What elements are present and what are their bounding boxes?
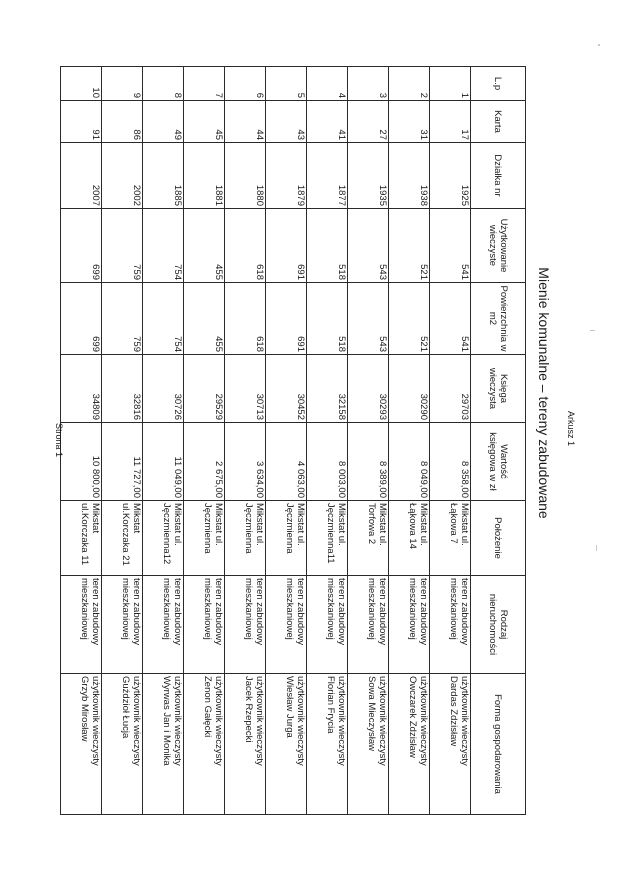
cell-text: 754 bbox=[172, 336, 183, 352]
table-cell bbox=[102, 501, 143, 576]
cell-text: 2 bbox=[418, 92, 429, 98]
cell-text: 4 063,00 bbox=[295, 461, 306, 498]
cell-text: użytkownik wieczysty bbox=[377, 676, 388, 766]
cell-text: ul.Korczaka 21 bbox=[120, 503, 131, 566]
cell-text: 30293 bbox=[377, 393, 388, 420]
table-cell bbox=[184, 674, 225, 815]
cell-text: 1885 bbox=[172, 184, 183, 206]
table-cell bbox=[389, 674, 430, 815]
cell-text: Zenon Gałęcki bbox=[202, 676, 213, 738]
cell-text: 11 049,00 bbox=[172, 456, 183, 498]
cell-text: Mikstat bbox=[131, 503, 142, 534]
table-cell bbox=[61, 209, 102, 283]
cell-text: 10 bbox=[90, 87, 101, 98]
cell-text: teren zabudowy bbox=[172, 578, 183, 646]
table-cell bbox=[266, 674, 307, 815]
cell-text: Mikstat ul. bbox=[459, 503, 470, 546]
table-cell bbox=[307, 674, 348, 815]
table-cell bbox=[102, 101, 143, 143]
table-cell bbox=[61, 101, 102, 143]
table-cell bbox=[348, 209, 389, 283]
page-footer: Strona 1 bbox=[54, 423, 64, 458]
table-cell bbox=[102, 67, 143, 101]
table-header-row bbox=[471, 67, 526, 815]
cell-text: mieszkaniowej bbox=[366, 578, 377, 640]
table-row bbox=[143, 67, 184, 815]
cell-text: 1925 bbox=[459, 184, 470, 206]
cell-text: 41 bbox=[336, 129, 347, 140]
cell-text: 86 bbox=[131, 129, 142, 140]
cell-text: Florian Frycia bbox=[325, 676, 336, 734]
cell-text: użytkownik wieczysty bbox=[254, 676, 265, 766]
scan-mark bbox=[590, 330, 595, 331]
table-row bbox=[102, 67, 143, 815]
cell-text: 759 bbox=[131, 336, 142, 352]
table-cell bbox=[225, 501, 266, 576]
sheet-label: Arkusz 1 bbox=[566, 411, 576, 447]
cell-text: Mikstat bbox=[90, 503, 101, 534]
table-cell bbox=[102, 576, 143, 674]
table-cell bbox=[430, 209, 471, 283]
table-cell bbox=[266, 423, 307, 501]
cell-text: Mikstat ul. bbox=[377, 503, 388, 546]
cell-text: Jacek Rzepecki bbox=[243, 676, 254, 743]
cell-text: 2007 bbox=[90, 184, 101, 206]
table-cell bbox=[225, 674, 266, 815]
table-cell bbox=[184, 101, 225, 143]
cell-text: 30726 bbox=[172, 393, 183, 420]
cell-text: 8 bbox=[172, 92, 183, 98]
table-cell bbox=[184, 67, 225, 101]
cell-text: Łąkowa 7 bbox=[448, 503, 459, 544]
table-cell bbox=[61, 674, 102, 815]
table-cell bbox=[225, 576, 266, 674]
table-cell bbox=[184, 576, 225, 674]
table-cell bbox=[143, 423, 184, 501]
cell-text: Jęczmienna11 bbox=[325, 503, 336, 564]
table-cell bbox=[348, 576, 389, 674]
cell-text: 1 bbox=[459, 92, 470, 98]
cell-text: 3 bbox=[377, 92, 388, 98]
cell-text: 699 bbox=[90, 264, 101, 280]
table-cell bbox=[266, 143, 307, 209]
table-cell bbox=[225, 101, 266, 143]
table-row bbox=[61, 67, 102, 815]
cell-text: mieszkaniowej bbox=[243, 578, 254, 640]
table-cell bbox=[348, 67, 389, 101]
table-cell bbox=[143, 143, 184, 209]
cell-text: 543 bbox=[377, 336, 388, 352]
column-header: Wartość księgowa w zł bbox=[471, 423, 526, 501]
table-cell bbox=[143, 576, 184, 674]
cell-text: 1881 bbox=[213, 184, 224, 206]
table-cell bbox=[61, 355, 102, 423]
table-cell bbox=[307, 101, 348, 143]
cell-text: teren zabudowy bbox=[131, 578, 142, 646]
cell-text: teren zabudowy bbox=[90, 578, 101, 646]
table-cell bbox=[61, 143, 102, 209]
cell-text: 1879 bbox=[295, 184, 306, 206]
cell-text: 10 800,00 bbox=[90, 455, 101, 498]
table-cell bbox=[102, 209, 143, 283]
cell-text: 518 bbox=[336, 264, 347, 280]
cell-text: 5 bbox=[295, 92, 306, 98]
column-header: Powierzchnia w m2 bbox=[471, 283, 526, 355]
table-cell bbox=[307, 355, 348, 423]
table-cell bbox=[430, 283, 471, 355]
cell-text: 3 634,00 bbox=[254, 461, 265, 498]
cell-text: Owczarek Zdzisław bbox=[407, 676, 418, 758]
cell-text: ul.Korczaka 11 bbox=[79, 503, 90, 566]
table-cell bbox=[430, 576, 471, 674]
cell-text: Grzyb Mirosław bbox=[79, 676, 90, 742]
cell-text: 11 727,00 bbox=[131, 456, 142, 498]
table-cell bbox=[102, 355, 143, 423]
table-row bbox=[225, 67, 266, 815]
table-cell bbox=[389, 283, 430, 355]
table-cell bbox=[143, 501, 184, 576]
column-header: Użytkowanie wieczyste bbox=[471, 209, 526, 283]
cell-text: 521 bbox=[418, 336, 429, 352]
scan-mark bbox=[596, 545, 597, 551]
cell-text: użytkownik wieczysty bbox=[336, 676, 347, 766]
cell-text: 17 bbox=[459, 129, 470, 140]
cell-text: 8 389,00 bbox=[377, 461, 388, 498]
cell-text: Wyrwas Jan i Monika bbox=[161, 676, 172, 766]
table-cell bbox=[389, 101, 430, 143]
table-cell bbox=[389, 209, 430, 283]
cell-text: 8 358,00 bbox=[459, 461, 470, 498]
cell-text: Mikstat ul. bbox=[254, 503, 265, 546]
cell-text: 1935 bbox=[377, 184, 388, 206]
cell-text: 543 bbox=[377, 264, 388, 280]
table-cell bbox=[61, 423, 102, 501]
cell-text: teren zabudowy bbox=[336, 578, 347, 646]
table-cell bbox=[225, 209, 266, 283]
cell-text: 30713 bbox=[254, 393, 265, 420]
table-cell bbox=[348, 355, 389, 423]
cell-text: mieszkaniowej bbox=[79, 578, 90, 640]
table-cell bbox=[61, 576, 102, 674]
cell-text: 34809 bbox=[90, 393, 101, 420]
table-cell bbox=[266, 283, 307, 355]
table-cell bbox=[430, 143, 471, 209]
column-header: Karta bbox=[471, 101, 526, 143]
cell-text: Łąkowa 14 bbox=[407, 503, 418, 549]
cell-text: Sowa Mieczysław bbox=[366, 676, 377, 751]
cell-text: mieszkaniowej bbox=[202, 578, 213, 640]
table-cell bbox=[184, 355, 225, 423]
table-cell bbox=[307, 576, 348, 674]
scan-mark bbox=[598, 44, 600, 46]
cell-text: mieszkaniowej bbox=[325, 578, 336, 640]
cell-text: teren zabudowy bbox=[377, 578, 388, 646]
cell-text: użytkownik wieczysty bbox=[295, 676, 306, 766]
cell-text: użytkownik wieczysty bbox=[418, 676, 429, 766]
table-row bbox=[389, 67, 430, 815]
table-cell bbox=[307, 283, 348, 355]
cell-text: 699 bbox=[90, 336, 101, 352]
table-cell bbox=[430, 501, 471, 576]
table-cell bbox=[389, 143, 430, 209]
cell-text: 521 bbox=[418, 264, 429, 280]
table-cell bbox=[307, 143, 348, 209]
cell-text: Mikstat ul. bbox=[418, 503, 429, 546]
cell-text: Mikstat ul. bbox=[295, 503, 306, 546]
column-header: Położenie bbox=[471, 501, 526, 576]
cell-text: teren zabudowy bbox=[254, 578, 265, 646]
cell-text: Mikstat ul. bbox=[336, 503, 347, 546]
table-cell bbox=[307, 423, 348, 501]
table-cell bbox=[266, 101, 307, 143]
cell-text: mieszkaniowej bbox=[284, 578, 295, 640]
cell-text: 29703 bbox=[459, 393, 470, 420]
cell-text: 8 003,00 bbox=[336, 461, 347, 498]
table-row bbox=[307, 67, 348, 815]
cell-text: Dardas Zdzisław bbox=[448, 676, 459, 747]
column-header: L.p bbox=[471, 67, 526, 101]
table-cell bbox=[266, 355, 307, 423]
cell-text: mieszkaniowej bbox=[161, 578, 172, 640]
table-row bbox=[430, 67, 471, 815]
cell-text: 29529 bbox=[213, 393, 224, 420]
table-cell bbox=[61, 501, 102, 576]
column-header: Działka nr bbox=[471, 143, 526, 209]
table-cell bbox=[143, 209, 184, 283]
table-cell bbox=[389, 501, 430, 576]
table-cell bbox=[225, 143, 266, 209]
table-cell bbox=[430, 355, 471, 423]
cell-text: Jęczmienna bbox=[284, 503, 295, 554]
cell-text: 44 bbox=[254, 129, 265, 140]
cell-text: 691 bbox=[295, 336, 306, 352]
column-header: Forma gospodarowania bbox=[471, 674, 526, 815]
cell-text: 8 049,00 bbox=[418, 461, 429, 498]
table-row bbox=[348, 67, 389, 815]
table-cell bbox=[143, 283, 184, 355]
table-cell bbox=[348, 283, 389, 355]
rotated-sheet bbox=[0, 38, 576, 838]
cell-text: 32158 bbox=[336, 393, 347, 420]
table-cell bbox=[307, 67, 348, 101]
table-cell bbox=[61, 283, 102, 355]
table-cell bbox=[348, 501, 389, 576]
table-cell bbox=[307, 209, 348, 283]
column-header: Księga wieczysta bbox=[471, 355, 526, 423]
table-cell bbox=[184, 283, 225, 355]
cell-text: Mikstat ul. bbox=[172, 503, 183, 546]
cell-text: mieszkaniowej bbox=[448, 578, 459, 640]
table-cell bbox=[430, 67, 471, 101]
cell-text: 9 bbox=[131, 92, 142, 98]
cell-text: Guździoł Łucja bbox=[120, 676, 131, 739]
cell-text: 45 bbox=[213, 129, 224, 140]
cell-text: Jęczmienna bbox=[243, 503, 254, 554]
table-cell bbox=[348, 101, 389, 143]
table-cell bbox=[266, 67, 307, 101]
cell-text: 754 bbox=[172, 264, 183, 280]
table-cell bbox=[184, 143, 225, 209]
table-cell bbox=[348, 674, 389, 815]
table-cell bbox=[102, 423, 143, 501]
cell-text: 1877 bbox=[336, 184, 347, 206]
cell-text: użytkownik wieczysty bbox=[131, 676, 142, 766]
table-cell bbox=[266, 501, 307, 576]
cell-text: użytkownik wieczysty bbox=[172, 676, 183, 766]
table-cell bbox=[389, 67, 430, 101]
table-cell bbox=[102, 674, 143, 815]
cell-text: teren zabudowy bbox=[295, 578, 306, 646]
cell-text: 91 bbox=[90, 129, 101, 140]
page-title: Mienie komunalne – tereny zabudowane bbox=[536, 267, 552, 519]
cell-text: 541 bbox=[459, 336, 470, 352]
cell-text: 6 bbox=[254, 92, 265, 98]
cell-text: 455 bbox=[213, 336, 224, 352]
cell-text: 518 bbox=[336, 336, 347, 352]
table-cell bbox=[225, 355, 266, 423]
table-cell bbox=[143, 101, 184, 143]
cell-text: 30452 bbox=[295, 393, 306, 420]
cell-text: Jęczmienna12 bbox=[161, 503, 172, 565]
cell-text: 691 bbox=[295, 264, 306, 280]
table-cell bbox=[225, 423, 266, 501]
cell-text: Wiesław Jurga bbox=[284, 676, 295, 738]
table-cell bbox=[430, 101, 471, 143]
table-cell bbox=[389, 576, 430, 674]
table-cell bbox=[389, 423, 430, 501]
cell-text: 1880 bbox=[254, 184, 265, 206]
table-cell bbox=[266, 576, 307, 674]
table-cell bbox=[61, 67, 102, 101]
cell-text: teren zabudowy bbox=[459, 578, 470, 646]
cell-text: 7 bbox=[213, 92, 224, 98]
table-cell bbox=[389, 355, 430, 423]
cell-text: 455 bbox=[213, 264, 224, 280]
cell-text: Jęczmienna bbox=[202, 503, 213, 554]
cell-text: mieszkaniowej bbox=[120, 578, 131, 640]
cell-text: użytkownik wieczysty bbox=[459, 676, 470, 766]
table-cell bbox=[143, 674, 184, 815]
cell-text: teren zabudowy bbox=[213, 578, 224, 646]
cell-text: 49 bbox=[172, 129, 183, 140]
table-cell bbox=[348, 423, 389, 501]
table-cell bbox=[225, 67, 266, 101]
table-cell bbox=[184, 423, 225, 501]
table-cell bbox=[143, 355, 184, 423]
cell-text: użytkownik wieczysty bbox=[90, 676, 101, 766]
table-cell bbox=[102, 283, 143, 355]
cell-text: 27 bbox=[377, 129, 388, 140]
property-table bbox=[60, 66, 526, 815]
cell-text: mieszkaniowej bbox=[407, 578, 418, 640]
cell-text: 2002 bbox=[131, 184, 142, 206]
cell-text: 2 675,00 bbox=[213, 461, 224, 498]
cell-text: 618 bbox=[254, 264, 265, 280]
table-row bbox=[184, 67, 225, 815]
cell-text: użytkownik wieczysty bbox=[213, 676, 224, 766]
column-header: Rodzaj nieruchomości bbox=[471, 576, 526, 674]
table-cell bbox=[184, 209, 225, 283]
cell-text: Torfowa 2 bbox=[366, 503, 377, 545]
table-cell bbox=[430, 674, 471, 815]
cell-text: 32816 bbox=[131, 393, 142, 420]
cell-text: 541 bbox=[459, 264, 470, 280]
table-cell bbox=[225, 283, 266, 355]
cell-text: 4 bbox=[336, 92, 347, 98]
cell-text: 618 bbox=[254, 336, 265, 352]
table-cell bbox=[143, 67, 184, 101]
cell-text: Mikstat ul. bbox=[213, 503, 224, 546]
table-cell bbox=[348, 143, 389, 209]
cell-text: 30290 bbox=[418, 393, 429, 420]
cell-text: 31 bbox=[418, 129, 429, 140]
table-cell bbox=[266, 209, 307, 283]
cell-text: 1938 bbox=[418, 184, 429, 206]
cell-text: teren zabudowy bbox=[418, 578, 429, 646]
table-cell bbox=[307, 501, 348, 576]
table-cell bbox=[102, 143, 143, 209]
cell-text: 43 bbox=[295, 129, 306, 140]
table-row bbox=[266, 67, 307, 815]
cell-text: 759 bbox=[131, 264, 142, 280]
table-cell bbox=[430, 423, 471, 501]
table-cell bbox=[184, 501, 225, 576]
